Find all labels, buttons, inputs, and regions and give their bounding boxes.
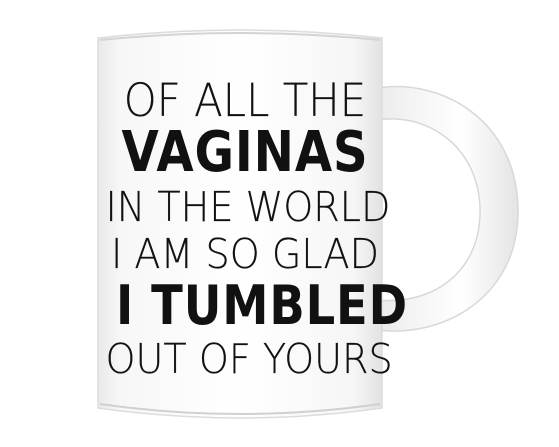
print-line-3: IN THE WORLD	[105, 183, 391, 231]
print-line-6: OUT OF YOURS	[105, 335, 393, 383]
print-line-2: VAGINAS	[121, 120, 369, 185]
print-line-5: I TUMBLED	[116, 274, 409, 337]
mug-print-text	[95, 72, 409, 383]
print-line-1: OF ALL THE	[123, 74, 367, 127]
print-line-4: I AM SO GLAD	[111, 230, 379, 278]
